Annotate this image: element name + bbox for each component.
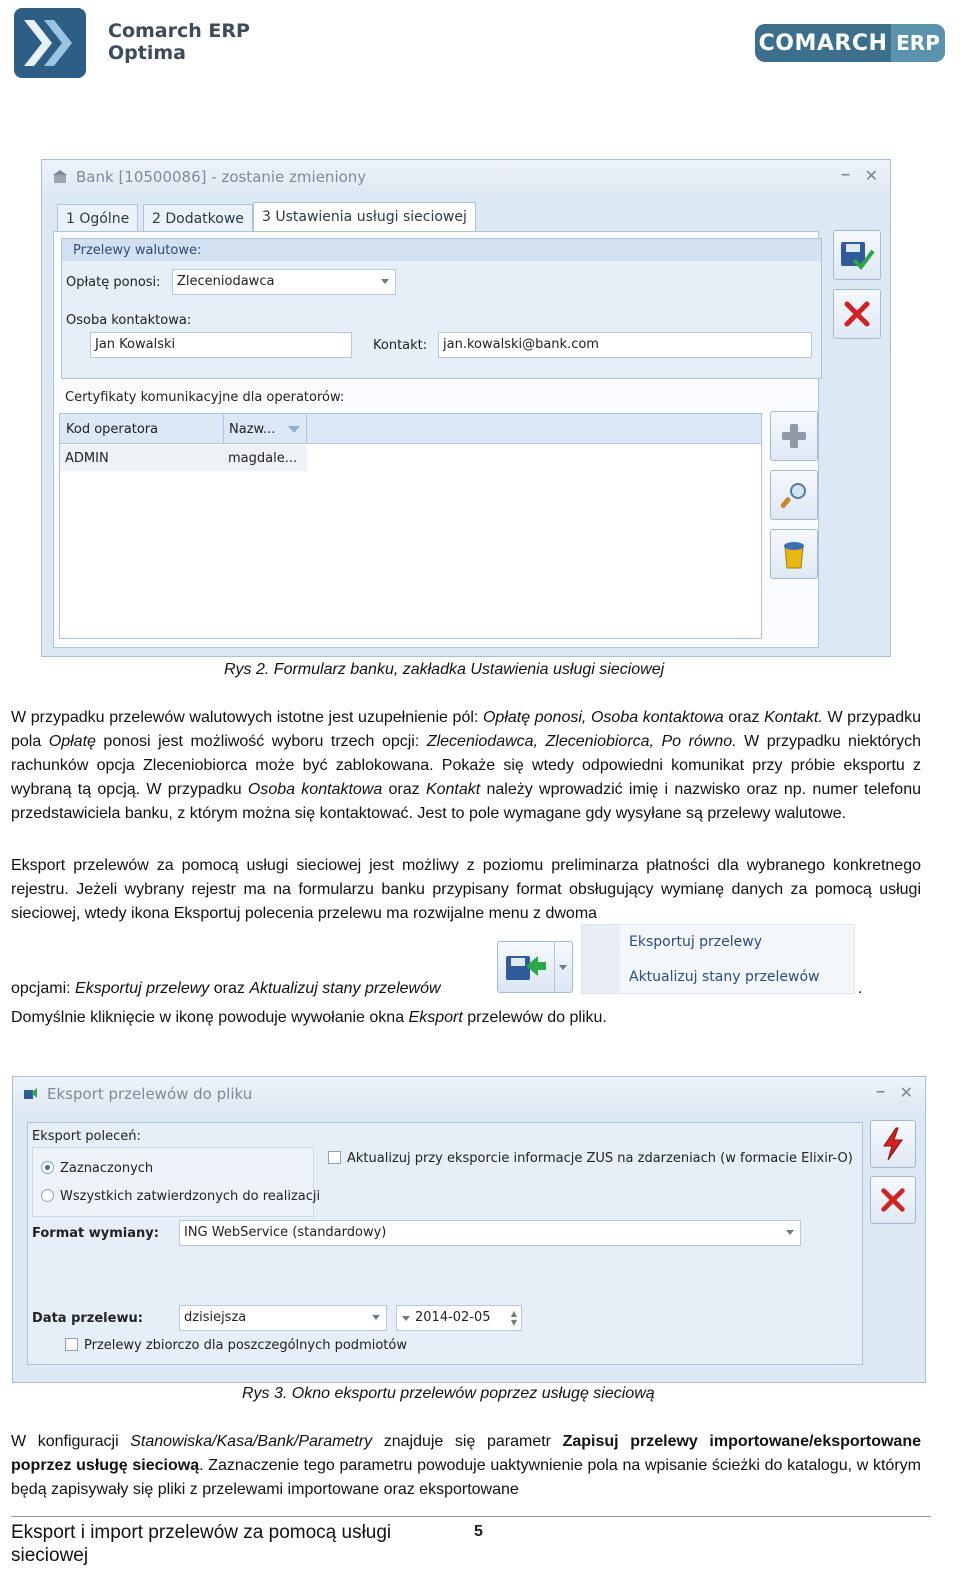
bank-form-titlebar [42, 160, 890, 194]
plus-icon [779, 421, 809, 451]
cell-operator-code: ADMIN [65, 451, 109, 466]
radio-selected[interactable] [41, 1161, 153, 1176]
fee-payer-label: Opłatę ponosi: [66, 275, 161, 290]
red-x-icon [841, 298, 873, 330]
p3-bold: Zapisuj przelewy importowane/eksportowane poprzez usługę sieciową [11, 1433, 921, 1474]
delete-button[interactable] [770, 529, 818, 579]
footer-title: Eksport i import przelewów za pomocą usługi sieciowej [11, 1522, 392, 1566]
paragraph-export: Eksport przelewów za pomocą usługi sieciowej jest możliwy z poziomu preliminarza płatności dla wybranego konkretnego rejestru. Jeżeli wybrany rejestr ma na formularzu banku przypisany format obsługujący wymianę danych za pomocą usługi sieciowej, wtedy ikona Eksportuj polecenia przelewu ma rozwijalne menu z dwoma [11, 857, 921, 922]
spin-icon[interactable]: ▲ ▼ [510, 1309, 517, 1327]
export-dropdown-menu [581, 924, 855, 994]
p2-l5-b: przelewów do pliku. [462, 1009, 607, 1026]
date-input[interactable] [396, 1305, 522, 1331]
format-label: Format wymiany: [32, 1226, 159, 1241]
paragraph-export-line4-end: . [858, 980, 863, 997]
column-name[interactable]: Nazw... [229, 422, 276, 437]
export-transfers-split-button[interactable] [497, 941, 573, 993]
foreign-transfers-label: Przelewy walutowe: [73, 243, 202, 258]
p3-c: . Zaznaczenie tego parametru powoduje uaktywnienie pola na wpisanie ścieżki do katalogu, w którym będą zapisywały się pliki z przelewami importowane oraz eksportowane [11, 1457, 921, 1498]
paragraph-foreign-transfers [11, 706, 921, 826]
date-mode-value: dzisiejsza [184, 1310, 247, 1325]
export-dialog-title: Eksport przelewów do pliku [47, 1085, 253, 1103]
p3-b: znajduje się parametr [372, 1433, 563, 1450]
export-run-button[interactable] [870, 1120, 916, 1168]
collective-transfers-label: Przelewy zbiorczo dla poszczególnych podmiotów [84, 1338, 407, 1353]
tab-web-service-settings-label: 3 Ustawienia usługi sieciowej [262, 209, 467, 225]
paragraph-configuration [11, 1430, 921, 1502]
chevron-down-icon [559, 965, 567, 970]
export-dialog-window [12, 1076, 926, 1383]
product-name-line1: Comarch ERP [108, 20, 250, 42]
red-x-icon [878, 1185, 908, 1215]
p2-l4-i2: Aktualizuj stany przelewów [249, 980, 441, 997]
radio-all-approved[interactable] [41, 1189, 320, 1204]
chevron-down-icon [786, 1230, 794, 1235]
badge-erp: ERP [891, 24, 945, 62]
zus-update-label: Aktualizuj przy eksporcie informacje ZUS na zdarzeniach (w formacie Elixir-O) [347, 1151, 853, 1166]
save-check-icon [838, 236, 876, 274]
product-name [108, 20, 250, 64]
p2-l4-i1: Eksportuj przelewy [75, 980, 210, 997]
tab-additional-label: 2 Dodatkowe [152, 211, 244, 227]
contact-label: Kontakt: [373, 338, 428, 353]
trash-icon [779, 538, 809, 570]
contact-person-value: Jan Kowalski [95, 337, 176, 352]
p1-s3-i2: Kontakt [425, 781, 481, 798]
bank-icon [52, 169, 68, 185]
certificates-table [59, 413, 762, 639]
export-cancel-button[interactable] [870, 1176, 916, 1224]
cell-name: magdale... [228, 451, 298, 466]
radio-on-icon [41, 1161, 54, 1174]
p1-s2-i: Opłatę [48, 733, 96, 750]
zus-update-checkbox[interactable] [328, 1151, 853, 1166]
p1-s3-i: Osoba kontaktowa [247, 781, 383, 798]
tab-additional[interactable] [143, 204, 253, 232]
minimize-icon[interactable]: – [841, 166, 850, 183]
radio-all-approved-label: Wszystkich zatwierdzonych do realizacji [60, 1189, 321, 1204]
save-button[interactable] [833, 230, 881, 280]
collective-transfers-checkbox[interactable] [65, 1338, 407, 1353]
contact-person-input[interactable] [90, 332, 352, 358]
tab-general-label: 1 Ogólne [66, 211, 130, 227]
export-orders-label: Eksport poleceń: [32, 1129, 141, 1144]
transfer-date-label: Data przelewu: [32, 1311, 143, 1326]
p1-s2-b: ponosi jest możliwość wyboru trzech opcji: [95, 733, 427, 750]
format-select[interactable] [179, 1220, 801, 1246]
contact-person-label: Osoba kontaktowa: [66, 313, 192, 328]
table-row[interactable] [60, 445, 307, 471]
magnifier-icon [779, 480, 809, 510]
p3-a: W konfiguracji [11, 1433, 131, 1450]
p2-l5-i: Eksport [408, 1009, 463, 1026]
p1-s4: należy wprowadzić imię i nazwisko oraz np. numer telefonu przedstawiciela banku, z którym można się kontaktować. Jest to pole wymagane gdy wysyłane są przelewy walutowe. [11, 781, 921, 822]
radio-off-icon [41, 1189, 54, 1202]
format-value: ING WebService (standardowy) [184, 1225, 387, 1240]
p1-s1-b: oraz [723, 709, 765, 726]
contact-value: jan.kowalski@bank.com [443, 337, 599, 352]
export-icon [504, 948, 548, 988]
cancel-button[interactable] [833, 289, 881, 339]
p1-s2-i2: Zleceniodawca, Zleceniobiorca, Po równo. [426, 733, 737, 750]
p2-l4-a: opcjami: [11, 980, 76, 997]
comarch-erp-badge [755, 24, 945, 62]
close-icon[interactable]: ✕ [864, 168, 878, 185]
chevron-down-icon [372, 1315, 380, 1320]
p1-s2: W przypadku pola [11, 709, 922, 750]
fee-payer-value: Zleceniodawca [177, 274, 275, 289]
p1-s3-b: oraz [382, 781, 426, 798]
p3-i: Stanowiska/Kasa/Bank/Parametry [130, 1433, 373, 1450]
figure-caption-2: Rys 2. Formularz banku, zakładka Ustawienia usługi sieciowej [224, 661, 665, 678]
fee-payer-select[interactable] [172, 269, 396, 295]
badge-brand: COMARCH [758, 30, 888, 56]
p1-s1: W przypadku przelewów walutowych istotne jest uzupełnienie pól: [11, 709, 483, 726]
menu-item-update-status[interactable]: Aktualizuj stany przelewów [629, 969, 820, 985]
date-value: 2014-02-05 [415, 1310, 491, 1325]
comarch-optima-logo [14, 8, 86, 78]
export-dialog-titlebar [13, 1077, 925, 1111]
paragraph-export-line4 [11, 977, 491, 1001]
preview-button[interactable] [770, 470, 818, 520]
export-options-panel [27, 1122, 863, 1365]
tab-content [53, 231, 819, 648]
add-button[interactable] [770, 411, 818, 461]
checkbox-icon [65, 1338, 78, 1351]
p2-l5-a: Domyślnie kliknięcie w ikonę powoduje wywołanie okna [11, 1009, 409, 1026]
paragraph-export-line5 [11, 1006, 921, 1030]
table-header [60, 414, 761, 444]
minimize-icon[interactable]: – [876, 1083, 885, 1100]
export-small-icon [23, 1086, 39, 1102]
certificates-label: Certyfikaty komunikacyjne dla operatorów: [65, 390, 345, 405]
calendar-dropdown-icon [402, 1316, 410, 1321]
p1-s1-i2: Kontakt. [764, 709, 823, 726]
figure-caption-3: Rys 3. Okno eksportu przelewów poprzez usługę sieciową [242, 1385, 655, 1402]
bank-form-title: Bank [10500086] - zostanie zmieniony [76, 168, 367, 186]
p1-s1-i: Opłatę ponosi, Osoba kontaktowa [482, 709, 724, 726]
tab-general[interactable] [57, 204, 138, 232]
foreign-transfers-group [61, 238, 822, 379]
radio-selected-label: Zaznaczonych [60, 1161, 154, 1176]
p2-l4-b: oraz [209, 980, 250, 997]
lightning-icon [878, 1126, 908, 1162]
date-mode-select[interactable] [179, 1305, 387, 1331]
page-number: 5 [474, 1523, 483, 1540]
bank-form-window [41, 159, 891, 657]
contact-input[interactable] [438, 332, 812, 358]
tab-web-service-settings[interactable] [253, 202, 476, 232]
column-operator-code[interactable]: Kod operatora [66, 422, 159, 437]
checkbox-icon [328, 1151, 341, 1164]
sort-arrow-icon [288, 426, 300, 433]
chevron-down-icon [381, 279, 389, 284]
product-name-line2: Optima [108, 42, 186, 64]
menu-item-export[interactable]: Eksportuj przelewy [629, 934, 762, 950]
footer-divider [11, 1516, 931, 1517]
close-icon[interactable]: ✕ [899, 1085, 913, 1102]
p1-s3: W przypadku niektórych rachunków opcja Zleceniobiorca może być zablokowana. Pokaże się wtedy odpowiedni komunikat przy próbie eksportu z wybraną tą opcją. W przypadku [11, 733, 921, 798]
